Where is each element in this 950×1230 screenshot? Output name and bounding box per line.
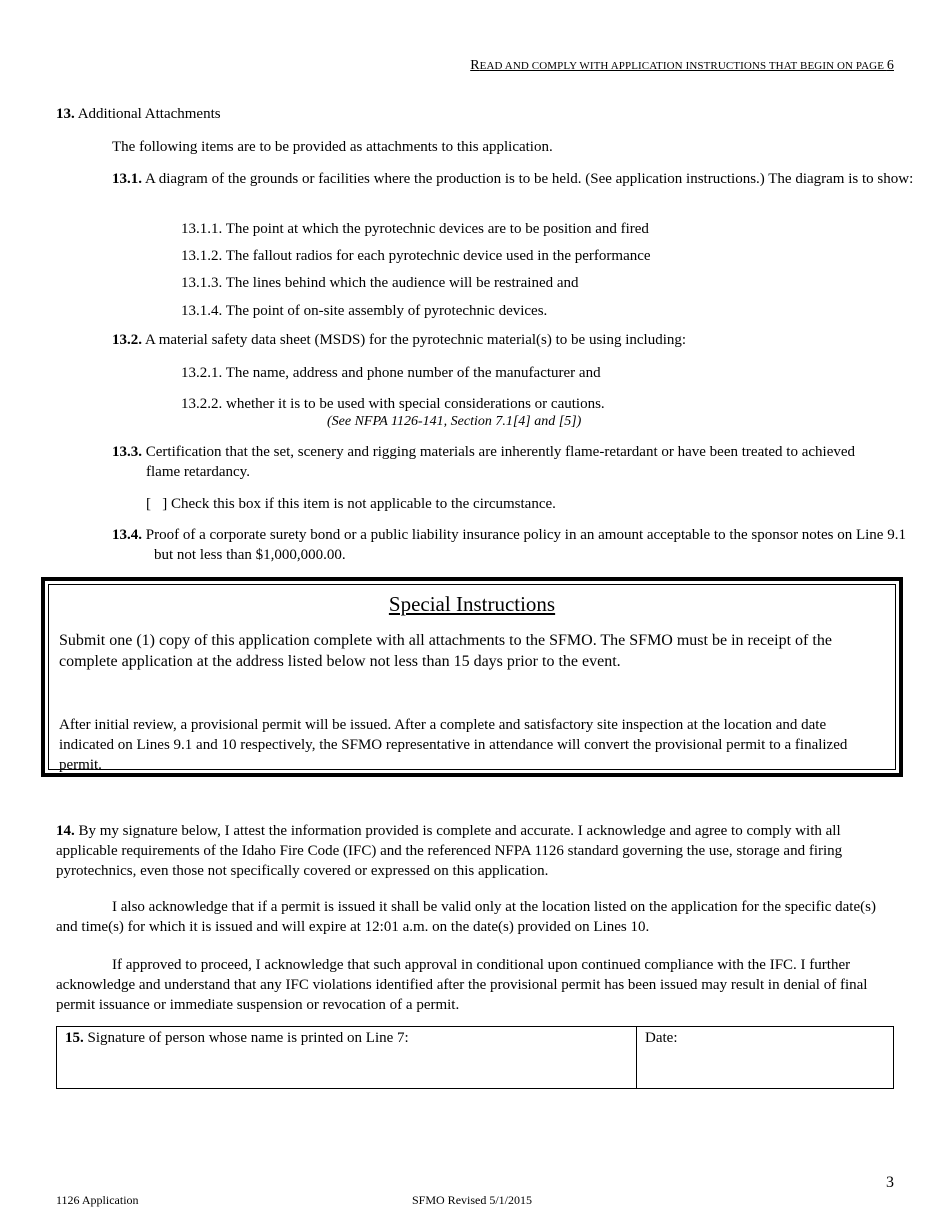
signature-cell[interactable]: 15. Signature of person whose name is printed on Line 7: bbox=[57, 1027, 637, 1088]
footer-revision: SFMO Revised 5/1/2015 bbox=[412, 1193, 533, 1207]
special-instructions-title: Special Instructions bbox=[388, 592, 556, 616]
page-number: 3 bbox=[886, 1174, 894, 1191]
item-13-4: 13.4. Proof of a corporate surety bond or a public liability insurance policy in an amount acceptable to the sponsor notes on Line 9.1 but not less than $1,000,000.00. bbox=[112, 527, 906, 563]
item-13-3: 13.3. Certification that the set, scenery and rigging materials are inherently flame-retardant or have been treated to achieved flame retardancy. bbox=[112, 444, 856, 480]
special-instructions-paragraph-1: Submit one (1) copy of this application complete with all attachments to the SFMO. The SFMO must be in receipt of the complete application at the address listed below not less than 15 days prior to the event. bbox=[59, 632, 832, 670]
section-14-paragraph-2: I also acknowledge that if a permit is issued it shall be valid only at the location listed on the application for the specific date(s) and time(s) for which it is issued and will expire at 12:01 a.m. on the date(s) provided on Lines 10. bbox=[56, 899, 876, 935]
item-13-1: 13.1. A diagram of the grounds or facilities where the production is to be held. (See application instructions.) The diagram is to show: bbox=[112, 171, 914, 187]
subitem-13-1-4: 13.1.4. The point of on-site assembly of pyrotechnic devices. bbox=[181, 303, 548, 319]
signature-table bbox=[56, 1026, 894, 1089]
section-13-intro: The following items are to be provided as attachments to this application. bbox=[112, 139, 553, 155]
item-13-2: 13.2. A material safety data sheet (MSDS) for the pyrotechnic material(s) to be using including: bbox=[112, 332, 687, 348]
footer-form-name: 1126 Application bbox=[56, 1193, 139, 1207]
subitem-13-2-2: 13.2.2. whether it is to be used with special considerations or cautions. bbox=[181, 396, 605, 412]
subitem-13-1-3: 13.1.3. The lines behind which the audience will be restrained and bbox=[181, 275, 579, 291]
subitem-13-1-1: 13.1.1. The point at which the pyrotechnic devices are to be position and fired bbox=[181, 221, 649, 237]
date-label: Date: bbox=[645, 1030, 678, 1046]
section-14-paragraph-1: 14. By my signature below, I attest the information provided is complete and accurate. I acknowledge and agree to comply with all applicable requirements of the Idaho Fire Code (IFC) and the referenced NFPA 1126 standard governing the use, storage and firing pyrotechnics, even those not specifically covered or expressed on this application. bbox=[56, 823, 843, 879]
subitem-13-2-1: 13.2.1. The name, address and phone number of the manufacturer and bbox=[181, 365, 601, 381]
section-13-heading: 13. Additional Attachments bbox=[56, 106, 221, 122]
not-applicable-checkbox[interactable]: [ ] bbox=[146, 496, 168, 512]
not-applicable-checkbox-label: Check this box if this item is not applicable to the circumstance. bbox=[171, 496, 556, 512]
subitem-13-1-2: 13.1.2. The fallout radios for each pyrotechnic device used in the performance bbox=[181, 248, 651, 264]
page-header-instruction: READ AND COMPLY WITH APPLICATION INSTRUCTIONS THAT BEGIN ON PAGE 6 bbox=[470, 58, 894, 73]
special-instructions-paragraph-2: After initial review, a provisional permit will be issued. After a complete and satisfactory site inspection at the location and date indicated on Lines 9.1 and 10 respectively, the SFMO representative in attendance will convert the provisional permit to a finalized permit. bbox=[59, 717, 848, 773]
signature-label: Signature of person whose name is printed on Line 7: bbox=[87, 1030, 409, 1046]
not-applicable-checkbox-row[interactable] bbox=[146, 494, 556, 514]
nfpa-reference: (See NFPA 1126-141, Section 7.1[4] and [5]) bbox=[327, 414, 582, 429]
date-cell[interactable] bbox=[637, 1027, 893, 1090]
special-instructions-box bbox=[41, 577, 903, 777]
section-14-paragraph-3: If approved to proceed, I acknowledge that such approval in conditional upon continued compliance with the IFC. I further acknowledge and understand that any IFC violations identified after the provisional permit has been issued may result in denial of final permit issuance or immediate suspension or revocation of a permit. bbox=[56, 957, 868, 1013]
